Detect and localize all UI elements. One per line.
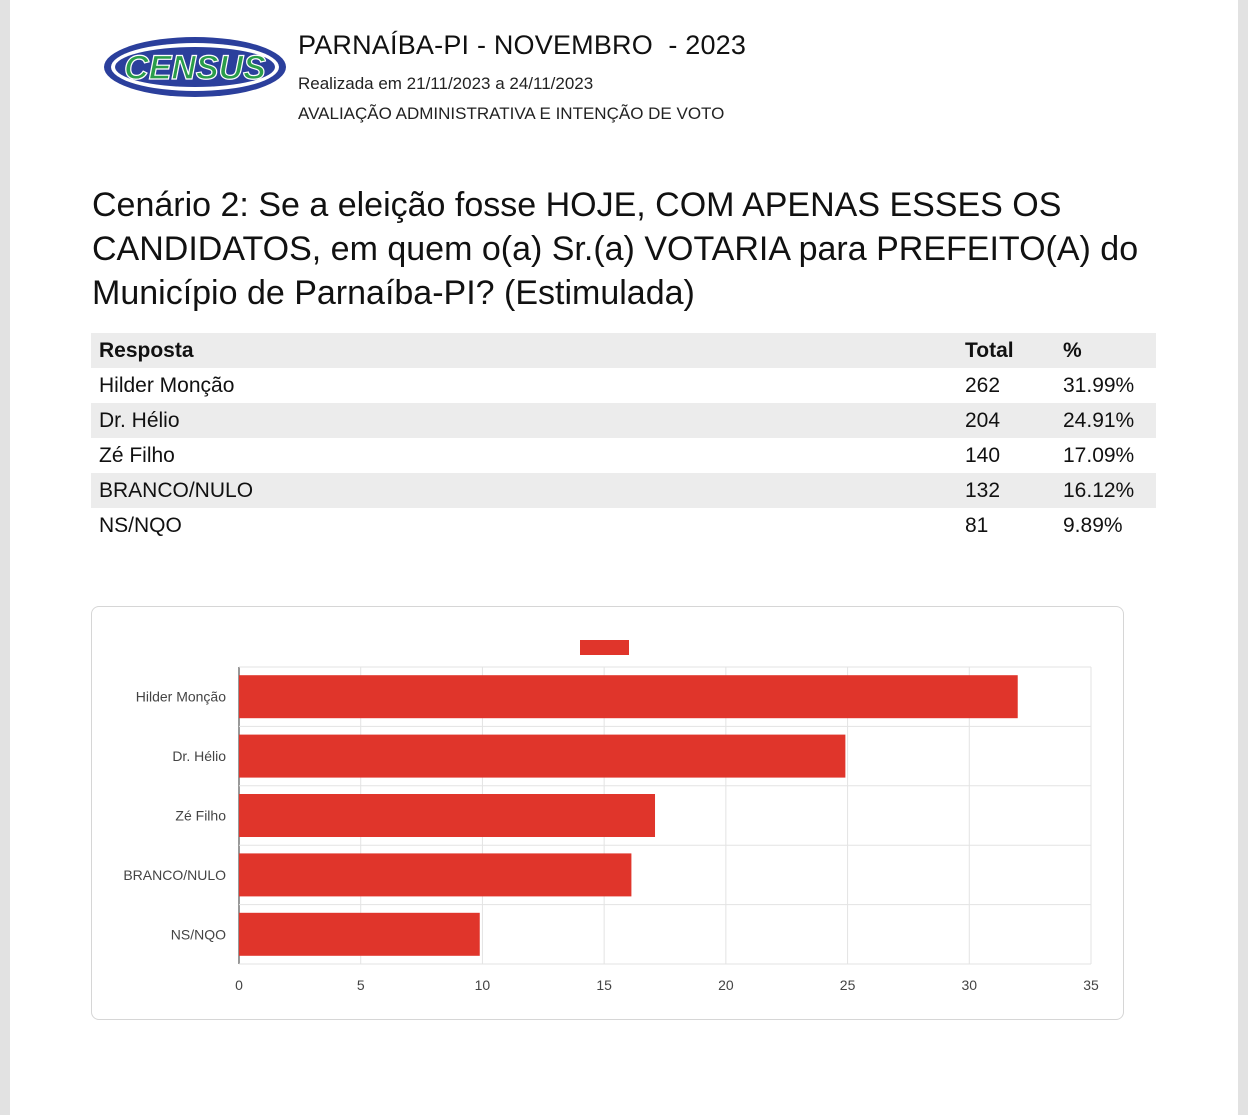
x-tick-label: 20 (718, 977, 734, 993)
row-resposta: Dr. Hélio (99, 408, 180, 432)
table-header-row (91, 333, 1156, 368)
row-total: 140 (965, 443, 1001, 467)
row-total: 262 (965, 373, 1001, 397)
row-total: 132 (965, 478, 1001, 502)
bar-chart-card (91, 606, 1124, 1020)
bar (239, 675, 1018, 718)
header-percent: % (1063, 338, 1082, 362)
bars (239, 675, 1018, 956)
x-tick-label: 0 (235, 977, 243, 993)
x-tick-label: 5 (356, 977, 365, 993)
x-tick-label: 35 (1083, 977, 1099, 993)
survey-dates: Realizada em 21/11/2023 a 24/11/2023 (298, 74, 594, 93)
bar (239, 794, 655, 837)
bar-chart (92, 607, 1123, 1019)
table-row (91, 368, 1156, 403)
table-row (91, 508, 1156, 543)
header-total: Total (965, 338, 1014, 362)
row-percent: 16.12% (1063, 478, 1135, 502)
category-label: Zé Filho (175, 807, 226, 824)
x-tick-label: 25 (839, 977, 856, 993)
table-row (91, 403, 1156, 438)
bar (239, 853, 631, 896)
legend-swatch (580, 640, 629, 655)
x-tick-label: 10 (474, 977, 491, 993)
row-total: 204 (965, 408, 1001, 432)
row-percent: 17.09% (1063, 443, 1135, 467)
row-resposta: Hilder Monção (99, 373, 235, 397)
report-title: PARNAÍBA-PI - NOVEMBRO - 2023 (298, 30, 747, 60)
row-percent: 31.99% (1063, 373, 1135, 397)
row-resposta: NS/NQO (99, 513, 182, 537)
row-total: 81 (965, 513, 989, 537)
table-row (91, 473, 1156, 508)
category-label: Hilder Monção (135, 688, 226, 705)
report-header (10, 0, 1238, 140)
x-tick-labels (235, 977, 1099, 993)
bar (239, 913, 480, 956)
category-label: BRANCO/NULO (123, 866, 226, 883)
bar (239, 735, 845, 778)
row-percent: 9.89% (1063, 513, 1123, 537)
category-labels (123, 689, 226, 943)
census-logo (102, 34, 288, 100)
report-page (10, 0, 1238, 1115)
table-row (91, 438, 1156, 473)
logo-wordmark: CENSUS (124, 49, 266, 87)
row-resposta: BRANCO/NULO (99, 478, 254, 502)
category-label: Dr. Hélio (172, 748, 226, 765)
row-percent: 24.91% (1063, 408, 1135, 432)
survey-question: Cenário 2: Se a eleição fosse HOJE, COM APENAS ESSES OS CANDIDATOS, em quem o(a) Sr.(a) VOTARIA para PREFEITO(A) do Município de Parnaíba-PI? (Estimulada) (92, 186, 1139, 312)
x-tick-label: 15 (596, 977, 612, 993)
row-resposta: Zé Filho (99, 443, 175, 467)
report-subtitle: AVALIAÇÃO ADMINISTRATIVA E INTENÇÃO DE VOTO (298, 104, 725, 123)
results-table (91, 333, 1156, 543)
header-resposta: Resposta (99, 338, 194, 362)
category-label: NS/NQO (170, 926, 226, 943)
x-tick-label: 30 (961, 977, 978, 993)
